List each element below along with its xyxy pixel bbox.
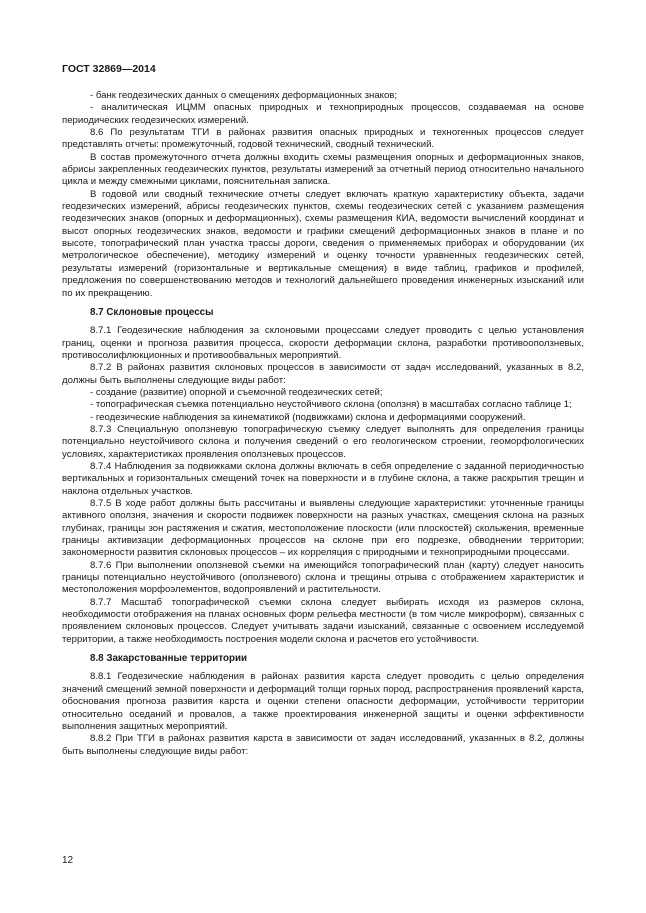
paragraph: В годовой или сводный технические отчеты следует включать краткую характеристику объекта, задачи геодезических измерений, абрисы геодезических пунктов, схемы геодезических сетей с указанием размещения геодезических знаков (опорных и деформационных), схемы размещения КИА, ведомости вычислений координат и высот опорных геодезических знаков, ведомости и графики смещений деформационных знаков в плане и по высоте, топографический план участка трассы дороги, сведения о применяемых приборах и оборудовании (их метрологическое обеспечение), методику измерений и оценку точности уравненных геодезических сетей, результаты измерений (горизонтальные и вертикальные смещения) в виде таблиц, графиков и профилей, предложения по совершенствованию методов и технологий дальнейшего проведения инженерных изысканий или по их прекращению. — [62, 188, 584, 299]
paragraph: - топографическая съемка потенциально неустойчивого склона (оползня) в масштабах согласно таблице 1; — [90, 399, 572, 411]
paragraph: 8.7.4 Наблюдения за подвижками склона должны включать в себя определение с заданной периодичностью вертикальных и горизонтальных смещений точек на поверхности и в глубине склона, а также раскрытия трещин и наклона отдельных участков. — [62, 460, 584, 497]
paragraph: - создание (развитие) опорной и съемочной геодезических сетей; — [90, 386, 383, 398]
paragraph: 8.7.6 При выполнении оползневой съемки на имеющийся топографический план (карту) следует наносить границы потенциально неустойчивого (оползневого) склона и трещины отрыва с отображением характеристик и местоположения морфоэлементов, водопроявлений и растительности. — [62, 559, 584, 596]
section-heading: 8.7 Склоновые процессы — [90, 306, 214, 318]
paragraph: - аналитическая ИЦММ опасных природных и технoприродных процессов, создаваемая на основе периодических геодезических измерений. — [62, 102, 584, 126]
document-code-header: ГОСТ 32869—2014 — [62, 63, 156, 75]
page-number: 12 — [62, 855, 74, 866]
paragraph: 8.7.3 Специальную оползневую топографическую съемку следует выполнять для определения границы потенциально неустойчивого склона и получения сведений о его геологическом строении, геоморфологических условиях, характеристиках проявления оползневых процессов. — [62, 423, 584, 460]
paragraph: 8.8.1 Геодезические наблюдения в районах развития карста следует проводить с целью определения значений смещений земной поверхности и деформаций толщи горных пород, распространения проявлений карста, обоснования прогноза развития карста и оценки степени опасности деформации, устойчивости территории относительно оседаний и провалов, а также проектирования инженерной защиты и оценки эффективности выполнения защитных мероприятий. — [62, 671, 584, 732]
paragraph: 8.7.1 Геодезические наблюдения за склоновыми процессами следует проводить с целью установления границ, оценки и прогноза развития процесса, скорости деформации склона, разработки противооползневых, противосолифлюкционных и противообвальных мероприятий. — [62, 325, 584, 361]
paragraph: В состав промежуточного отчета должны входить схемы размещения опорных и деформационных знаков, абрисы закрепленных геодезических пунктов, результаты измерений за отчетный период относительно начального цикла и между смежными циклами, пояснительная записка. — [62, 151, 584, 188]
paragraph: 8.6 По результатам ТГИ в районах развития опасных природных и техногенных процессов следует представлять отчеты: промежуточный, годовой технический, сводный технический. — [62, 127, 584, 151]
paragraph: 8.7.7 Масштаб топографической съемки склона следует выбирать исходя из размеров склона, необходимости отображения на планах основных форм рельефа местности (в том числе микроформ), связанных с проявлением склоновых процессов. Следует учитывать задачи изысканий, связанные с освоением исследуемой территории, а также необходимость построения модели склона и расчетов его устойчивости. — [62, 596, 584, 645]
paragraph: - геодезические наблюдения за кинематикой (подвижками) склона и деформациями сооружений. — [90, 411, 526, 423]
paragraph: - банк геодезических данных о смещениях деформационных знаков; — [90, 90, 398, 101]
paragraph: 8.8.2 При ТГИ в районах развития карста в зависимости от задач исследований, указанных в 8.2, должны быть выполнены следующие виды работ: — [62, 733, 584, 757]
paragraph: 8.7.2 В районах развития склоновых процессов в зависимости от задач исследований, указанных в 8.2, должны быть выполнены следующие виды работ: — [62, 362, 584, 386]
paragraph: 8.7.5 В ходе работ должны быть рассчитаны и выявлены следующие характеристики: уточненные границы активного оползня, значения и скорости подвижек поверхности на разных участках, смещения склона на разных глубинах, границы зон растяжения и сжатия, местоположение плоскости (или плоскостей) скольжения, временные границы активизации деформационных процессов на склоне при его подрезке, обводнении территории; закономерности развития склоновых процессов – их корреляция с природными и технoприродными процессами. — [62, 498, 584, 559]
section-heading: 8.8 Закарстованные территории — [90, 653, 247, 665]
document-body — [62, 90, 584, 758]
